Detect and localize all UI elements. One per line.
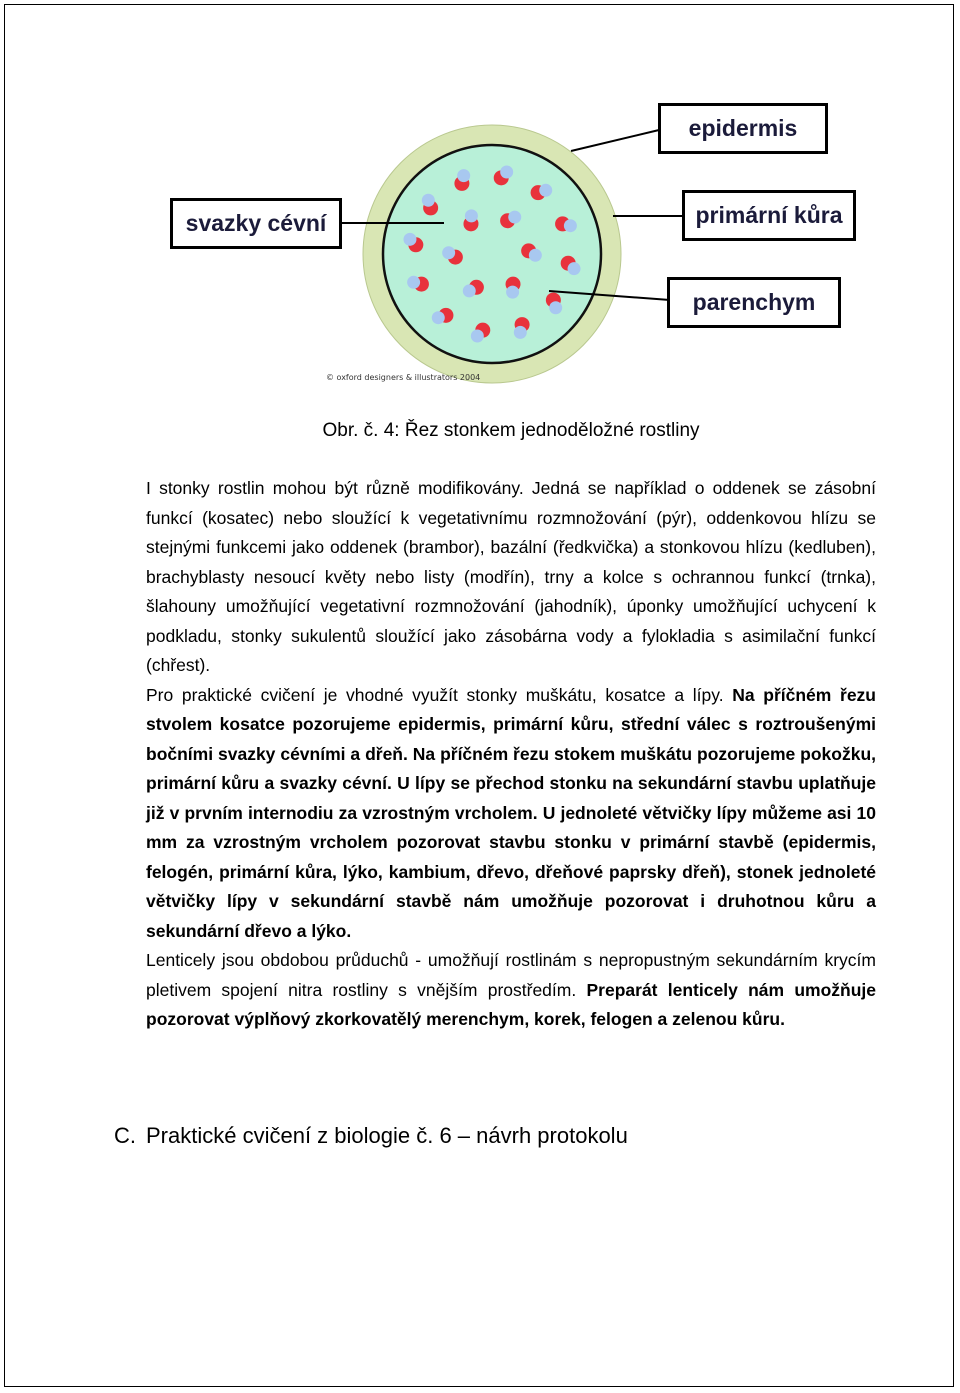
- paragraph-modified-stems: I stonky rostlin mohou být různě modifikovány. Jedná se například o oddenek se zásobní funkcí (kosatec) nebo sloužící k vegetativnímu rozmnožování (pýr), oddenkovou hlízu se stejnými funkcemi jako oddenek (brambor), bazální (ředkvička) a stonkovou hlízu (kedluben), brachyblasty nesoucí květy nebo listy (modřín), trny a kolce s ochrannou funkcí (trnka), šlahouny umožňující vegetativní rozmnožování (jahodník), úponky umožňující uchycení k podkladu, stonky sukulentů sloužící jako zásobárna vody a fylokladia s asimilační funkcí (chřest).: [146, 478, 876, 675]
- phloem-mark: [403, 233, 416, 246]
- phloem-mark: [506, 286, 519, 299]
- paragraph-lenticels-intro: Lenticely jsou obdobou průduchů - umožňují rostlinám s nepropustným sekundárním krycím pletivem spojení nitra rostliny s vnějším prostředím.: [146, 950, 876, 1000]
- figure-caption: Obr. č. 4: Řez stonkem jednoděložné rostliny: [322, 420, 700, 441]
- phloem-mark: [508, 211, 521, 224]
- phloem-mark: [457, 169, 470, 182]
- section-heading: [114, 1123, 628, 1149]
- section-title: Praktické cvičení z biologie č. 6 – návrh protokolu: [146, 1123, 628, 1148]
- phloem-mark: [549, 301, 562, 314]
- phloem-mark: [500, 165, 513, 178]
- paragraph-practical-intro: Pro praktické cvičení je vhodné využít stonky muškátu, kosatce a lípy.: [146, 684, 733, 705]
- label-epidermis: epidermis: [658, 103, 828, 154]
- phloem-mark: [539, 184, 552, 197]
- paragraph-practical-bold: Na příčném řezu stvolem kosatce pozorujeme epidermis, primární kůru, střední válec s roztroušenými bočními svazky cévními a dřeň. Na příčném řezu stokem muškátu pozorujeme pokožku, primární kůru a svazky cévní. U lípy se přechod stonku na sekundární stavbu uplatňuje již v prvním internodiu za vzrostným vrcholem. U jednoleté větvičky lípy můžeme asi 10 mm za vzrostným vrcholem pozorovat stavbu stonku v primární stavbě (epidermis, felogén, primární kůra, lýko, kambium, dřevo, dřeňové paprsky dřeň), stonek jednoleté větvičky lípy v sekundární stavbě nám umožňuje pozorovat i druhotnou kůru a sekundární dřevo a lýko.: [146, 684, 876, 941]
- phloem-mark: [529, 249, 542, 262]
- phloem-mark: [514, 326, 527, 339]
- body-text: [146, 474, 876, 1035]
- phloem-mark: [422, 194, 435, 207]
- phloem-mark: [432, 311, 445, 324]
- pointer-line-epidermis: [571, 130, 659, 151]
- paragraph-lenticels-bold: Preparát lenticely nám umožňuje pozorovat výplňový zkorkovatělý merenchym, korek, felogen a zelenou kůru.: [146, 979, 876, 1029]
- figure-copyright: © oxford designers & illustrators 2004: [326, 373, 481, 382]
- paragraph-practical-exercise: [146, 681, 876, 947]
- label-vascular-bundles: svazky cévní: [170, 198, 342, 249]
- phloem-mark: [568, 262, 581, 275]
- phloem-mark: [442, 246, 455, 259]
- phloem-mark: [465, 209, 478, 222]
- label-primary-cortex: primární kůra: [682, 190, 856, 241]
- paragraph-lenticels: [146, 946, 876, 1035]
- label-parenchyma: parenchym: [667, 277, 841, 328]
- phloem-mark: [407, 276, 420, 289]
- stem-cross-section-figure: [0, 0, 960, 400]
- phloem-mark: [471, 330, 484, 343]
- parenchyma-disc: [383, 145, 601, 363]
- phloem-mark: [463, 284, 476, 297]
- section-number: C.: [114, 1123, 136, 1148]
- phloem-mark: [564, 219, 577, 232]
